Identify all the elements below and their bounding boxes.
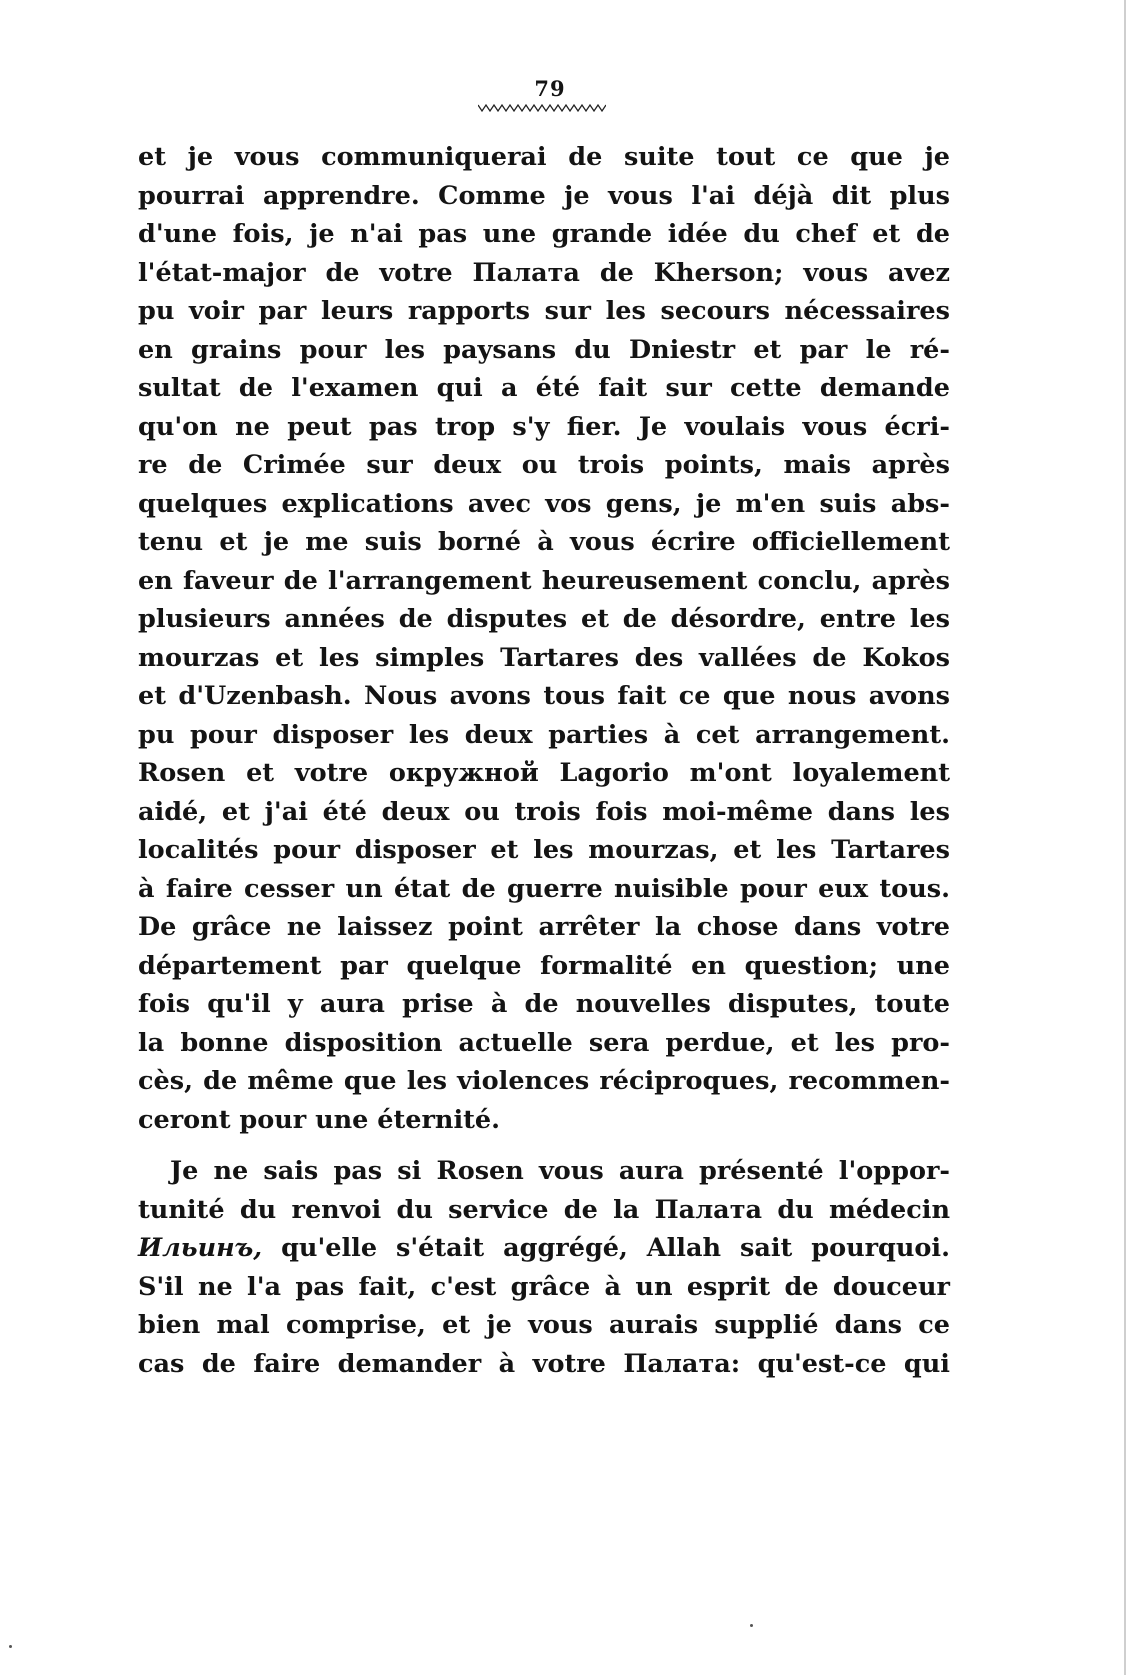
- text-line: re de Crimée sur deux ou trois points, mais après: [138, 450, 950, 480]
- text-line: pu pour disposer les deux parties à cet arrangement.: [138, 719, 950, 750]
- text-line: cès, de même que les violences réciproques, recommen-: [138, 1066, 950, 1096]
- name-ilin: Ильинъ,: [138, 1233, 263, 1263]
- scan-speck: [750, 1624, 753, 1627]
- text-line: qu'on ne peut pas trop s'y fier. Je voulais vous écri-: [138, 411, 950, 442]
- text-line-rest: qu'elle s'était aggrégé, Allah sait pourquoi.: [262, 1233, 950, 1263]
- text-line: plusieurs années de disputes et de désordre, entre les: [138, 604, 950, 634]
- text-line: l'état-major de votre Палата de Kherson; vous avez: [138, 257, 950, 288]
- text-line: la bonne disposition actuelle sera perdue, et les pro-: [138, 1027, 950, 1058]
- text-line: quelques explications avec vos gens, je m'en suis abs-: [138, 488, 950, 519]
- text-line: tenu et je me suis borné à vous écrire officiellement: [138, 527, 950, 557]
- text-line: localités pour disposer et les mourzas, et les Tartares: [138, 835, 950, 865]
- paragraph-1: [138, 138, 950, 1139]
- scan-speck: [9, 1645, 12, 1648]
- text-line: et d'Uzenbash. Nous avons tous fait ce que nous avons: [138, 681, 950, 711]
- text-line: cas de faire demander à votre Палата: qu'est-ce qui: [138, 1348, 950, 1379]
- text-line: département par quelque formalité en question; une: [138, 950, 950, 981]
- text-line: sultat de l'examen qui a été fait sur cette demande: [138, 373, 950, 403]
- text-line: d'une fois, je n'ai pas une grande idée du chef et de: [138, 219, 950, 249]
- text-line: Je ne sais pas si Rosen vous aura présenté l'oppor-: [170, 1156, 950, 1186]
- text-line: fois qu'il y aura prise à de nouvelles disputes, toute: [138, 989, 950, 1019]
- text-line: en grains pour les paysans du Dniestr et par le ré-: [138, 334, 950, 365]
- text-line: aidé, et j'ai été deux ou trois fois moi-même dans les: [138, 796, 950, 827]
- text-line: De grâce ne laissez point arrêter la chose dans votre: [138, 912, 950, 942]
- text-line: tunité du renvoi du service de la Палата du médecin: [138, 1194, 950, 1225]
- text-line: Rosen et votre окружной Lagorio m'ont loyalement: [138, 758, 950, 788]
- paragraph-2: [138, 1152, 950, 1383]
- page-edge-shadow: [1124, 0, 1126, 1675]
- header-ornament-rule: [478, 102, 606, 114]
- text-line: à faire cesser un état de guerre nuisible pour eux tous.: [138, 873, 950, 904]
- text-line: [138, 1229, 950, 1268]
- text-line: et je vous communiquerai de suite tout ce que je: [138, 142, 950, 172]
- text-line: ceront pour une éternité.: [138, 1104, 501, 1135]
- text-line: bien mal comprise, et je vous aurais supplié dans ce: [138, 1310, 950, 1340]
- text-line: pourrai apprendre. Comme je vous l'ai déjà dit plus: [138, 180, 950, 211]
- text-line: pu voir par leurs rapports sur les secours nécessaires: [138, 296, 950, 326]
- text-line: en faveur de l'arrangement heureusement conclu, après: [138, 565, 950, 596]
- text-line: S'il ne l'a pas fait, c'est grâce à un esprit de douceur: [138, 1271, 950, 1302]
- page-number: 79: [534, 76, 566, 101]
- text-line: mourzas et les simples Tartares des vallées de Kokos: [138, 642, 950, 673]
